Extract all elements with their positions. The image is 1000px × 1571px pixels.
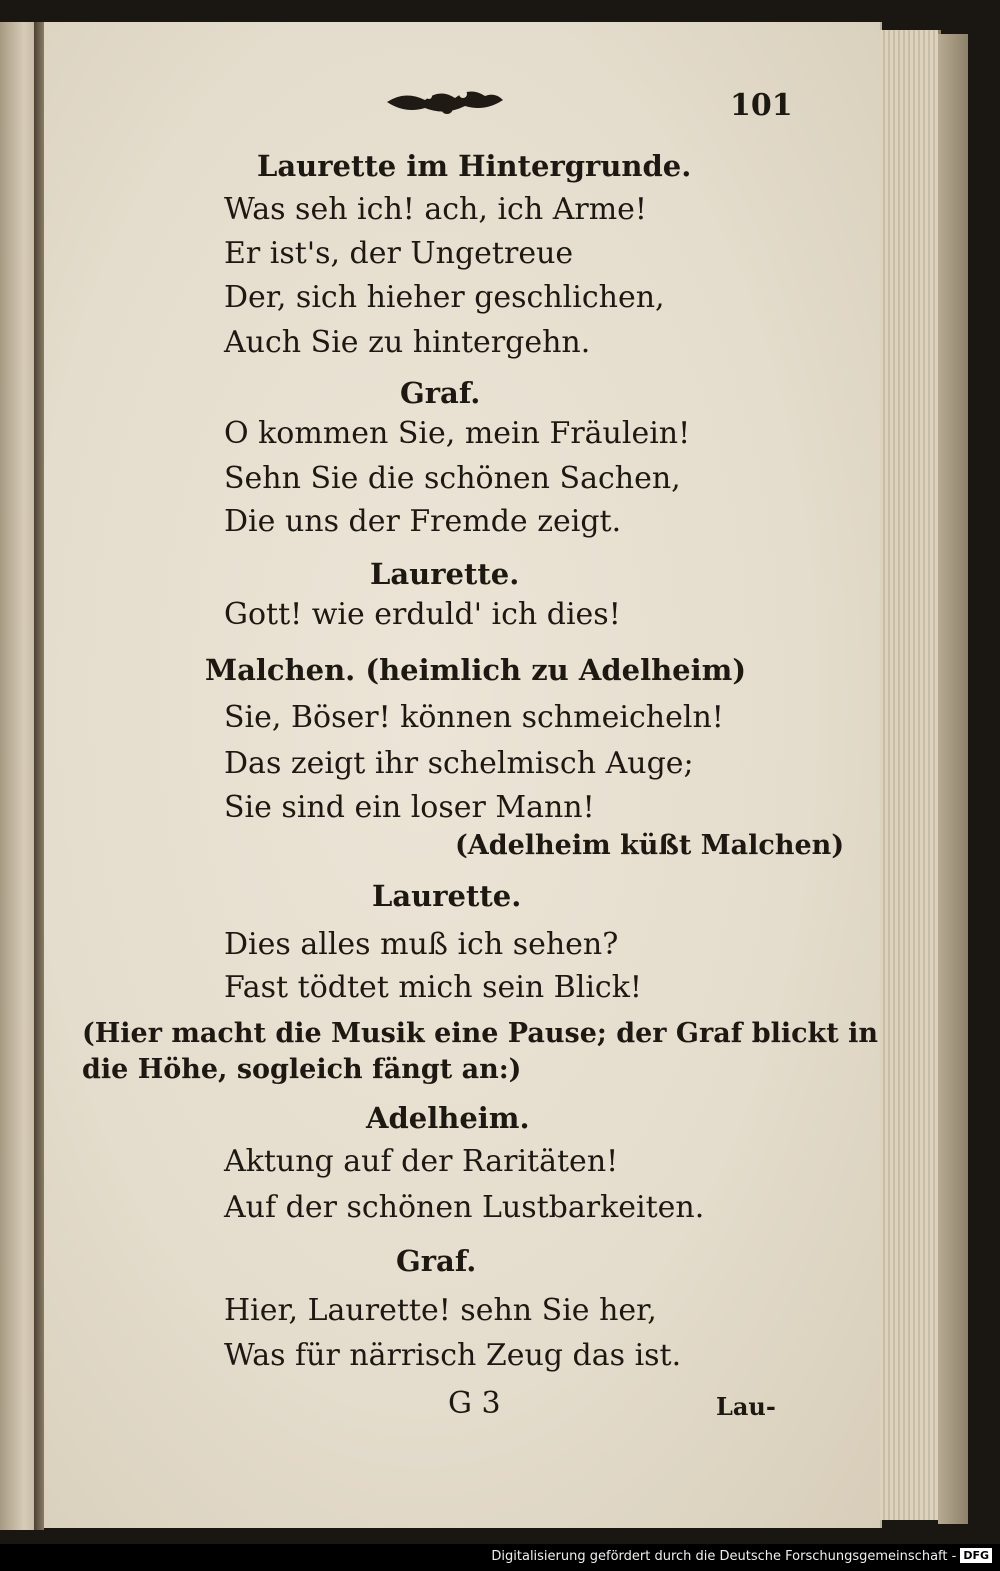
verse-line: Sehn Sie die schönen Sachen,: [224, 461, 681, 496]
footer-credit: [491, 1547, 992, 1567]
printers-ornament-icon: [385, 82, 505, 122]
speaker-line: Laurette.: [372, 879, 522, 913]
speaker-line: Laurette im Hintergrunde.: [257, 149, 692, 183]
verse-line: Die uns der Fremde zeigt.: [224, 504, 622, 539]
speaker-line: Graf.: [400, 376, 481, 410]
page-stack-edges: [880, 30, 941, 1520]
dfg-logo: DFG: [960, 1548, 992, 1563]
page-number: 101: [730, 88, 793, 123]
stage-direction: die Höhe, sogleich fängt an:): [82, 1054, 522, 1085]
verse-line: Auch Sie zu hintergehn.: [224, 325, 591, 360]
speaker-line: Laurette.: [370, 557, 520, 591]
verse-line: Sie, Böser! können schmeicheln!: [224, 700, 724, 735]
speaker-line: Malchen. (heimlich zu Adelheim): [205, 653, 747, 687]
book-cover-board: [938, 34, 968, 1524]
stage-direction: (Adelheim küßt Malchen): [455, 830, 845, 861]
verse-line: Sie sind ein loser Mann!: [224, 790, 595, 825]
stage-direction: (Hier macht die Musik eine Pause; der Graf blickt in: [82, 1018, 879, 1049]
verse-line: Das zeigt ihr schelmisch Auge;: [224, 746, 694, 781]
speaker-line: Adelheim.: [366, 1101, 530, 1135]
verse-line: Was für närrisch Zeug das ist.: [224, 1338, 682, 1373]
verse-line: Er ist's, der Ungetreue: [224, 236, 574, 271]
book-gutter: [34, 22, 44, 1530]
verse-line: Aktung auf der Raritäten!: [224, 1144, 619, 1179]
verse-line: Der, sich hieher geschlichen,: [224, 280, 665, 315]
footer-credit-text: Digitalisierung gefördert durch die Deutsche Forschungsgemeinschaft -: [491, 1549, 957, 1564]
footer-bar: [0, 1544, 1000, 1571]
verse-line: Fast tödtet mich sein Blick!: [224, 970, 642, 1005]
signature-mark: G 3: [448, 1386, 501, 1421]
verse-line: Hier, Laurette! sehn Sie her,: [224, 1293, 657, 1328]
catchword: Lau-: [716, 1392, 776, 1421]
verse-line: Gott! wie erduld' ich dies!: [224, 597, 621, 632]
verse-line: Was seh ich! ach, ich Arme!: [224, 192, 647, 227]
verse-line: Auf der schönen Lustbarkeiten.: [224, 1190, 705, 1225]
verse-line: O kommen Sie, mein Fräulein!: [224, 416, 691, 451]
verse-line: Dies alles muß ich sehen?: [224, 927, 619, 962]
speaker-line: Graf.: [396, 1244, 477, 1278]
